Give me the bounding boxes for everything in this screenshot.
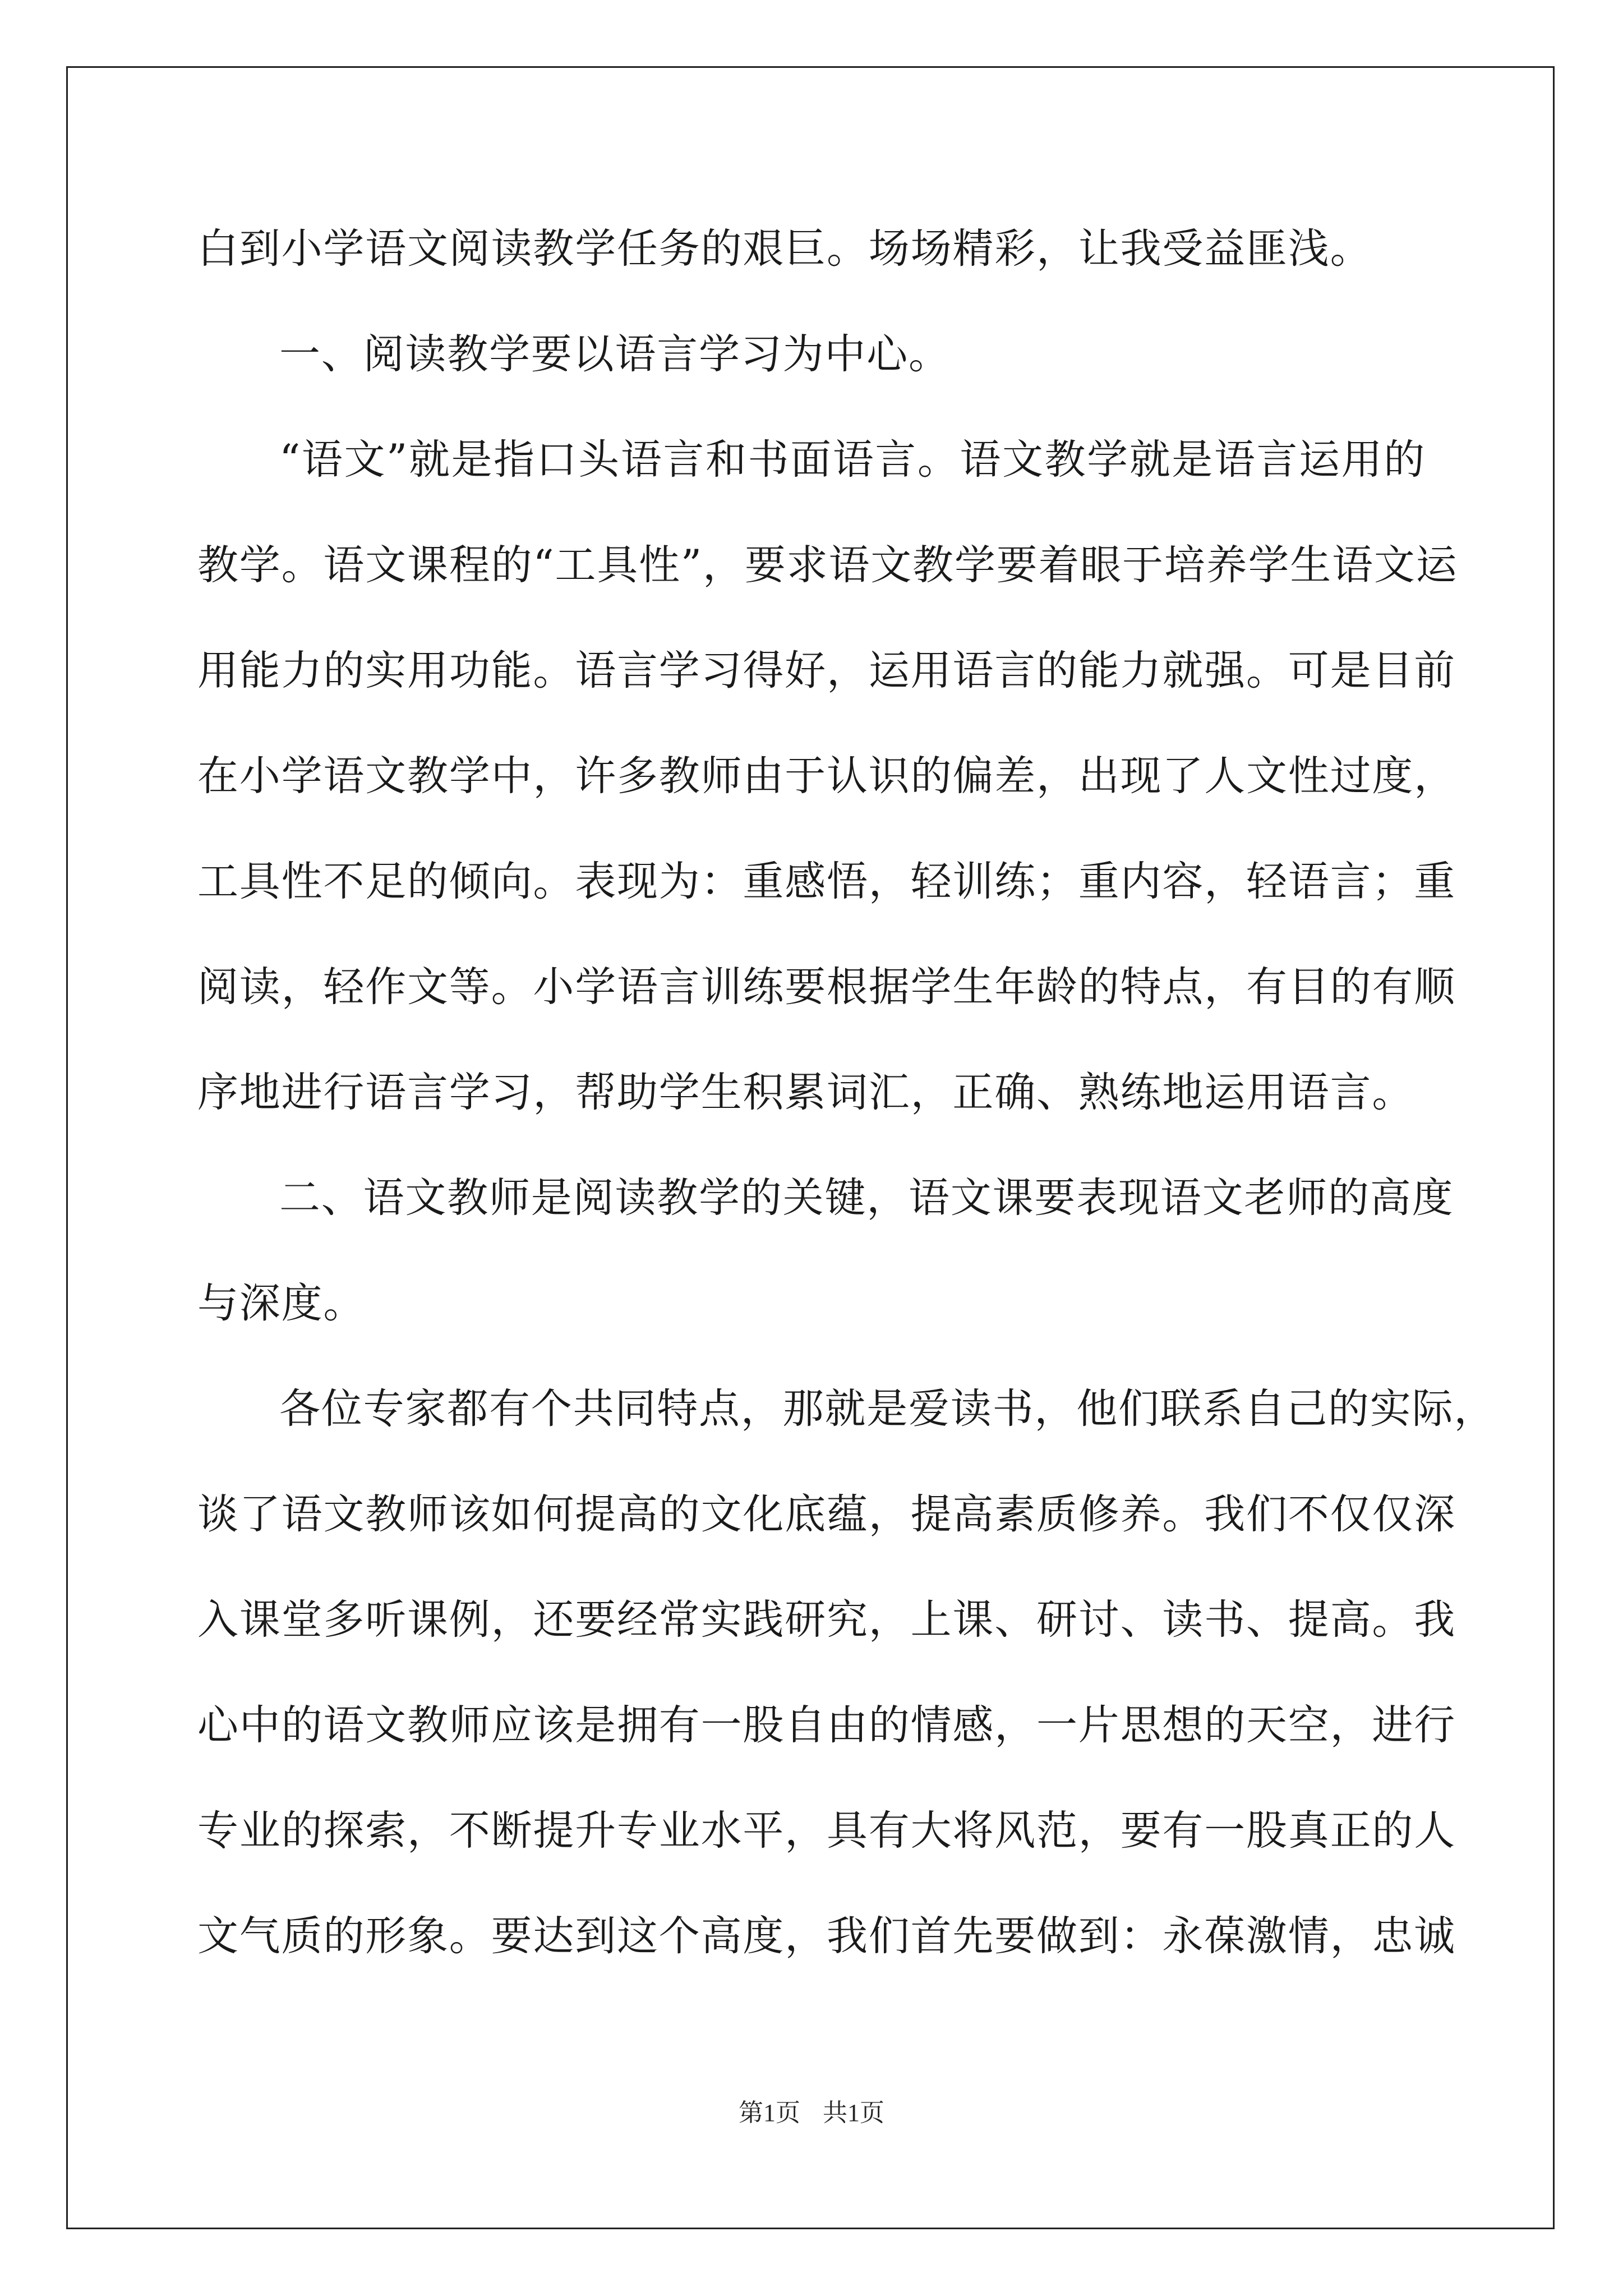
page-footer bbox=[0, 2092, 1623, 2128]
page-number-current: 第1页 bbox=[739, 2099, 800, 2127]
text-line: 一、阅读教学要以语言学习为中心。 bbox=[279, 330, 951, 378]
text-line: 白到小学语文阅读教学任务的艰巨。场场精彩，让我受益匪浅。 bbox=[197, 225, 1372, 273]
text-line: 与深度。 bbox=[197, 1280, 366, 1327]
text-line: 文气质的形象。要达到这个高度，我们首先要做到：永葆激情，忠诚 bbox=[197, 1912, 1456, 1960]
text-line: 心中的语文教师应该是拥有一股自由的情感，一片思想的天空，进行 bbox=[197, 1701, 1456, 1749]
text-line: 用能力的实用功能。语言学习得好，运用语言的能力就强。可是目前 bbox=[197, 647, 1456, 694]
text-line: 入课堂多听课例，还要经常实践研究，上课、研讨、读书、提高。我 bbox=[197, 1596, 1456, 1644]
text-line: 序地进行语言学习，帮助学生积累词汇，正确、熟练地运用语言。 bbox=[197, 1069, 1414, 1116]
page-number-total: 共1页 bbox=[823, 2099, 884, 2127]
text-line: “语文”就是指口头语言和书面语言。语文教学就是语言运用的 bbox=[279, 436, 1426, 484]
text-line: 谈了语文教师该如何提高的文化底蕴，提高素质修养。我们不仅仅深 bbox=[197, 1490, 1456, 1538]
text-line: 工具性不足的倾向。表现为：重感悟，轻训练；重内容，轻语言；重 bbox=[197, 858, 1456, 905]
document-body bbox=[197, 213, 1496, 2006]
text-line: 二、语文教师是阅读教学的关键，语文课要表现语文老师的高度 bbox=[279, 1174, 1454, 1222]
text-line: 各位专家都有个共同特点，那就是爱读书，他们联系自己的实际， bbox=[279, 1385, 1496, 1433]
text-line: 阅读，轻作文等。小学语言训练要根据学生年龄的特点，有目的有顺 bbox=[197, 963, 1456, 1011]
text-line: 在小学语文教学中，许多教师由于认识的偏差，出现了人文性过度， bbox=[197, 752, 1456, 800]
text-line: 专业的探索，不断提升专业水平，具有大将风范，要有一股真正的人 bbox=[197, 1807, 1456, 1855]
text-line: 教学。语文课程的“工具性”，要求语文教学要着眼于培养学生语文运 bbox=[197, 541, 1458, 589]
